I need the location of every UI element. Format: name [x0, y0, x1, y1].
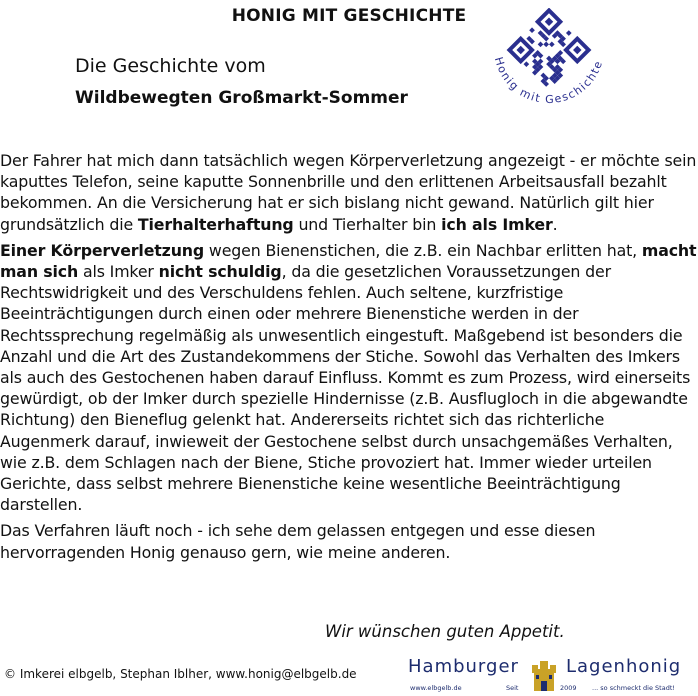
page-title: HONIG MIT GESCHICHTE: [231, 6, 467, 26]
copyright-line: © Imkerei elbgelb, Stephan Iblher, www.honig@elbgelb.de: [4, 667, 357, 681]
paragraph-2: Einer Körperverletzung wegen Bienenstichen, die z.B. ein Nachbar erlitten hat, macht man sich als Imker nicht schuldig, da die gesetzlichen Voraussetzungen der Rechtswidrigkeit und des Verschuldens fehlen. Auch seltene, kurzfristige Beeinträchtigungen durch einen oder mehrere Bienenstiche werden in der Rechtssprechung regelmäßig als unwesentlich eingestuft. Maßgebend ist besonders die Anzahl und die Art des Zustandekommens der Stiche. Sowohl das Verhalten des Imkers als auch des Gestochenen haben darauf Einfluss. Kommt es zum Prozess, wird einerseits gewürdigt, ob der Imker durch spezielle Hindernisse (z.B. Ausflugloch in die abgewandte Richtung) den Bieneflug gelenkt hat. Andererseits richtet sich das richterliche Augenmerk darauf, inwieweit der Gestochene selbst durch unsachgemäßes Verhalten, wie z.B. dem Schlagen nach der Biene, Stiche provoziert hat. Immer wieder urteilen Gerichte, dass selbst mehrere Bienenstiche keine wesentliche Beeinträchtigung darstellen.: [0, 240, 697, 515]
brand-since-label: Seit: [506, 684, 519, 692]
story-subtitle-line2: Wildbewegten Großmarkt-Sommer: [75, 88, 408, 108]
paragraph-1: Der Fahrer hat mich dann tatsächlich wegen Körperverletzung angezeigt - er möchte sein kaputtes Telefon, seine kaputte Sonnenbrille und den erlittenen Arbeitsausfall bezahlt bekommen. An die Versicherung hat er sich bislang nicht gewand. Natürlich gilt hier grundsätzlich die Tierhalterhaftung und Tierhalter bin ich als Imker.: [0, 151, 697, 234]
story-subtitle-line1: Die Geschichte vom: [75, 55, 266, 77]
brand-slogan: ... so schmeckt die Stadt!: [592, 684, 675, 692]
brand-left-word: Hamburger: [408, 656, 519, 677]
story-body: [0, 150, 698, 568]
brand-right-word: Lagenhonig: [566, 656, 682, 677]
brand-since-year: 2009: [560, 684, 577, 692]
closing-line: Wir wünschen guten Appetit.: [325, 622, 565, 641]
paragraph-3: Das Verfahren läuft noch - ich sehe dem gelassen entgegen und esse diesen hervorragenden Honig genauso gern, wie meine anderen.: [0, 521, 596, 562]
logo-ring-text: Honig mit Geschichte: [491, 55, 606, 107]
qr-logo-icon: [484, 8, 614, 120]
brand-logo: [408, 655, 698, 696]
hamburg-emblem-icon: [528, 655, 560, 695]
brand-website: www.elbgelb.de: [410, 684, 462, 692]
